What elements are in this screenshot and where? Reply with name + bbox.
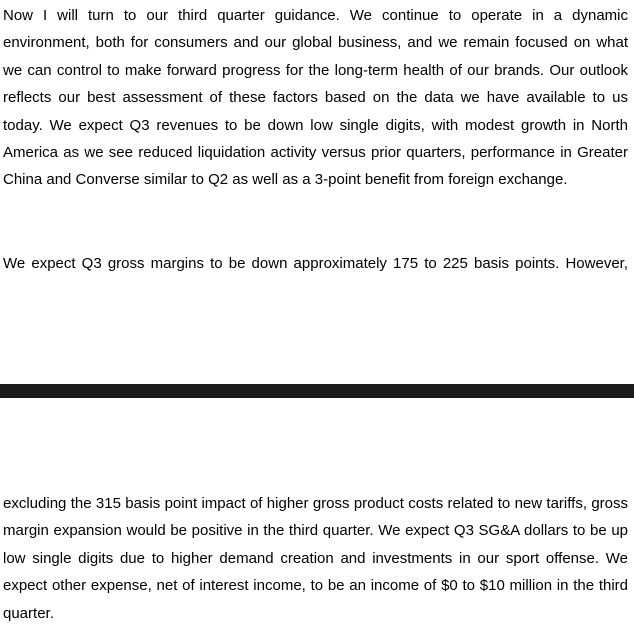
- paragraph-gross-margin-continued: excluding the 315 basis point impact of higher gross product costs related to new tariffs, gross margin expansion would be positive in the third quarter. We expect Q3 SG&A dollars to be up low single digits due to higher demand creation and investments in our sport offense. We expect other expense, net of interest income, to be an income of $0 to $10 million in the third quarter.: [3, 495, 628, 622]
- page-break-divider: [0, 384, 634, 398]
- paragraph-q3-guidance-intro: Now I will turn to our third quarter guidance. We continue to operate in a dynamic environment, both for consumers and our global business, and we remain focused on what we can control to make forward progress for the long-term health of our brands. Our outlook reflects our best assessment of these factors based on the data we have available to us today. We expect Q3 revenues to be down low single digits, with modest growth in North America as we see reduced liquidation activity versus prior quarters, performance in Greater China and Converse similar to Q2 as well as a 3-point benefit from foreign exchange.: [3, 7, 628, 189]
- document-page-bottom: [0, 398, 634, 626]
- paragraph-gross-margin-start: We expect Q3 gross margins to be down approximately 175 to 225 basis points. However,: [3, 255, 628, 272]
